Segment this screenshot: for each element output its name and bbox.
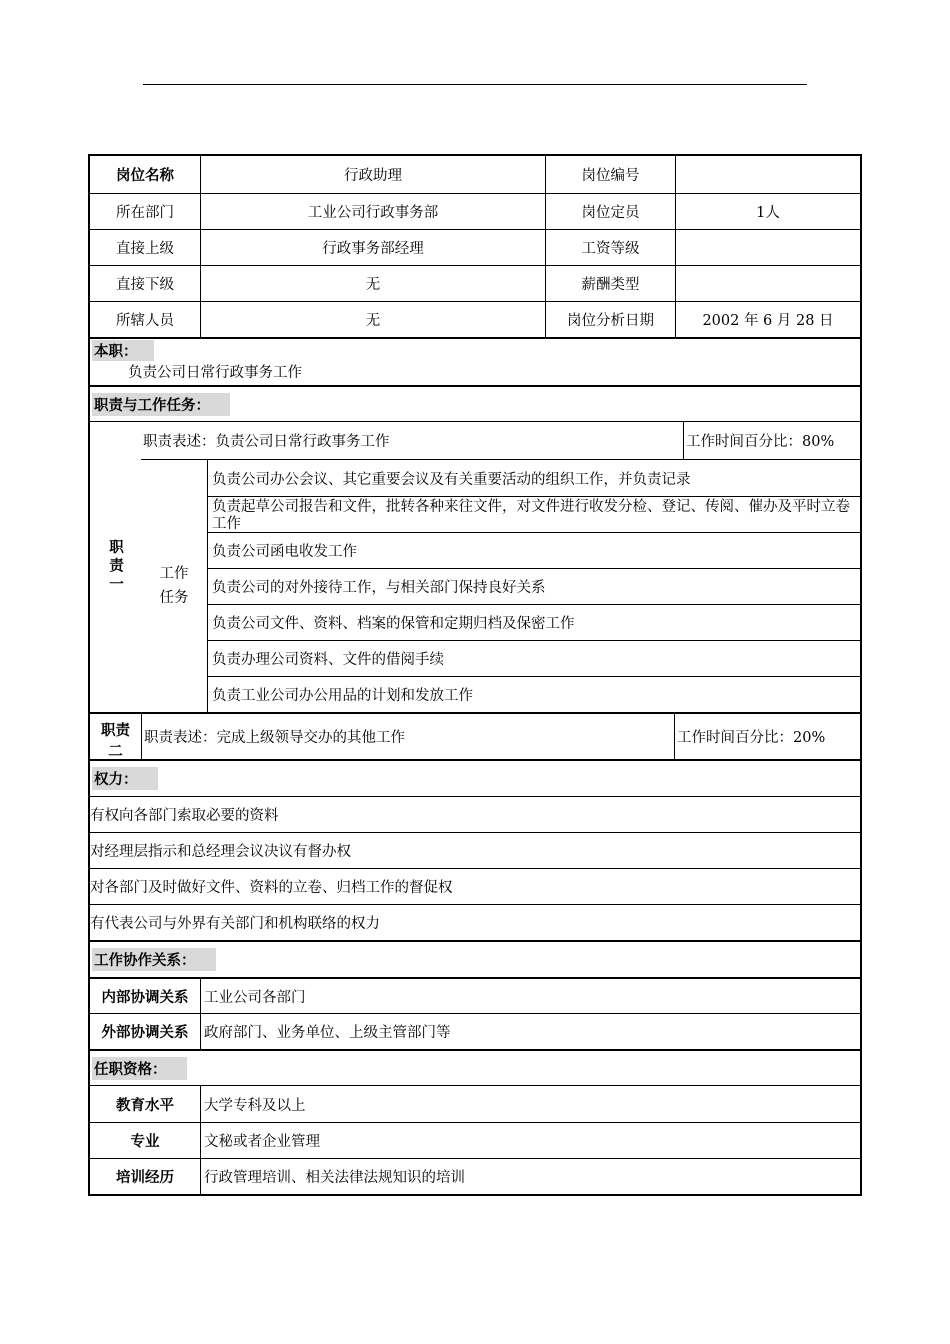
- duties-title: 职责与工作任务：: [92, 393, 230, 416]
- basic-label2: 岗位定员: [545, 194, 675, 229]
- relations-section: [90, 940, 860, 1049]
- duty-two: [90, 712, 860, 759]
- duty-one-desc: 职责表述：负责公司日常行政事务工作: [143, 434, 390, 450]
- basic-label2: 岗位分析日期: [545, 302, 675, 337]
- task-label: 工作任务: [159, 566, 189, 606]
- duty-two-desc: 职责表述：完成上级领导交办的其他工作: [141, 714, 674, 759]
- basic-label2: 岗位编号: [545, 156, 675, 193]
- qualification-label: 专业: [130, 1134, 160, 1150]
- basic-value: 行政事务部经理: [200, 230, 545, 265]
- basic-label: 所辖人员: [116, 313, 174, 329]
- task-item: 负责公司函电收发工作: [208, 532, 860, 568]
- duty-one: [90, 422, 860, 712]
- qualification-value: 大学专科及以上: [200, 1086, 860, 1122]
- task-item: 负责工业公司办公用品的计划和发放工作: [208, 676, 860, 712]
- relation-label: 外部协调关系: [101, 1025, 189, 1041]
- qualification-row: [90, 1158, 860, 1194]
- relation-label: 内部协调关系: [101, 989, 189, 1006]
- job-description-table: [88, 154, 862, 1196]
- task-item: 负责起草公司报告和文件，批转各种来往文件，对文件进行收发分检、登记、传阅、催办及平时立卷工作: [208, 496, 860, 532]
- basic-label: 直接上级: [116, 241, 174, 257]
- basic-value2: [675, 266, 860, 301]
- qualification-value: 行政管理培训、相关法律法规知识的培训: [200, 1159, 860, 1194]
- power-item: 有代表公司与外界有关部门和机构联络的权力: [90, 904, 860, 940]
- header-rule: [143, 84, 807, 85]
- relations-title: 工作协作关系：: [92, 948, 216, 971]
- powers-section: [90, 759, 860, 940]
- basic-label2: 薪酬类型: [545, 266, 675, 301]
- relation-row: [90, 977, 860, 1013]
- basic-value2: [675, 230, 860, 265]
- duty-two-label: 职责二: [101, 722, 130, 759]
- task-list: [207, 460, 860, 712]
- task-item: 负责公司文件、资料、档案的保管和定期归档及保密工作: [208, 604, 860, 640]
- qualification-label: 教育水平: [116, 1097, 174, 1114]
- basic-label: 所在部门: [116, 205, 174, 221]
- basic-value2: [675, 156, 860, 193]
- duty-two-percent: 工作时间百分比：20%: [674, 714, 860, 759]
- benzhi-text: 负责公司日常行政事务工作: [128, 365, 302, 381]
- basic-label: 直接下级: [116, 277, 174, 293]
- relation-value: 工业公司各部门: [200, 979, 860, 1013]
- basic-label: 岗位名称: [116, 168, 174, 184]
- duties-section: [90, 385, 860, 759]
- qualifications-title: 任职资格：: [92, 1057, 187, 1080]
- basic-row: [90, 156, 860, 193]
- basic-value2: 2002 年 6 月 28 日: [675, 302, 860, 337]
- powers-title: 权力：: [92, 767, 158, 790]
- basic-row: [90, 265, 860, 301]
- power-item: 对经理层指示和总经理会议决议有督办权: [90, 832, 860, 868]
- basic-row: [90, 301, 860, 337]
- basic-value: 无: [200, 302, 545, 337]
- task-item: 负责办理公司资料、文件的借阅手续: [208, 640, 860, 676]
- qualification-row: [90, 1085, 860, 1122]
- relation-row: [90, 1013, 860, 1049]
- qualification-value: 文秘或者企业管理: [200, 1123, 860, 1158]
- duty-one-label: 职责一: [107, 539, 123, 595]
- benzhi-title: 本职：: [92, 340, 154, 361]
- duty-one-percent: 工作时间百分比：80%: [683, 422, 860, 459]
- basic-info-section: [90, 156, 860, 337]
- qualifications-section: [90, 1049, 860, 1194]
- relation-value: 政府部门、业务单位、上级主管部门等: [200, 1014, 860, 1049]
- basic-value: 工业公司行政事务部: [200, 194, 545, 229]
- basic-value: 无: [200, 266, 545, 301]
- duty-one-label-cell: [90, 422, 141, 712]
- qualification-row: [90, 1122, 860, 1158]
- benzhi-section: [90, 337, 860, 385]
- task-item: 负责公司的对外接待工作，与相关部门保持良好关系: [208, 568, 860, 604]
- basic-value2: 1人: [675, 194, 860, 229]
- basic-row: [90, 229, 860, 265]
- basic-label2: 工资等级: [545, 230, 675, 265]
- qualification-label: 培训经历: [116, 1170, 174, 1186]
- basic-value: 行政助理: [200, 156, 545, 193]
- task-item: 负责公司办公会议、其它重要会议及有关重要活动的组织工作，并负责记录: [212, 471, 691, 488]
- basic-row: [90, 193, 860, 229]
- power-item: 有权向各部门索取必要的资料: [90, 796, 860, 832]
- power-item: 对各部门及时做好文件、资料的立卷、归档工作的督促权: [90, 868, 860, 904]
